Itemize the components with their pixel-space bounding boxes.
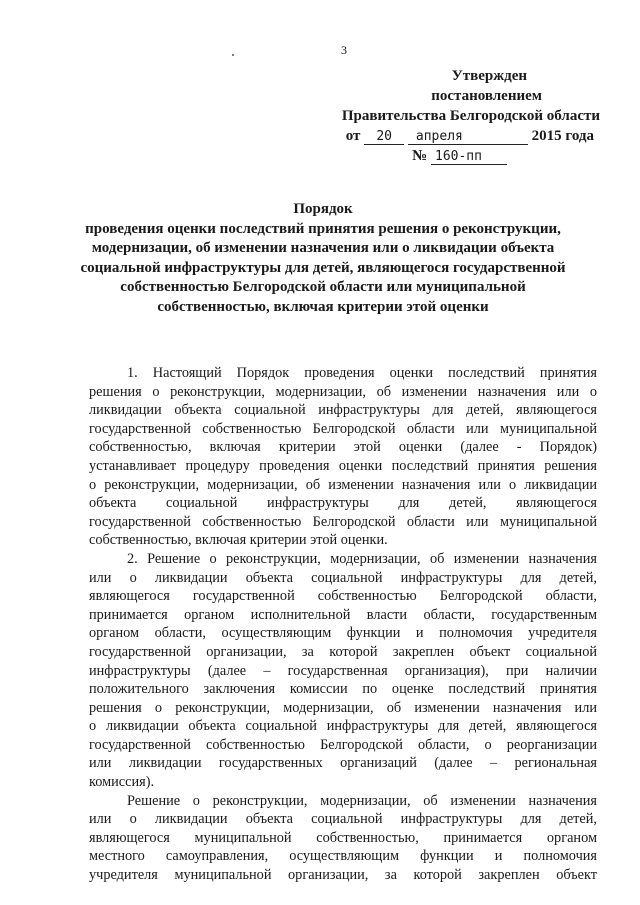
paragraph-1-line: ликвидации объекта социальной инфраструктуры для детей, являющегося xyxy=(89,402,597,419)
paragraph-3-line: Решение о реконструкции, модернизации, об изменении назначения xyxy=(127,792,597,809)
paragraph-1-line: собственностью, включая критерии этой оценки (далее - Порядок) xyxy=(89,439,597,456)
approval-date-line xyxy=(302,126,602,146)
document-title xyxy=(80,200,566,317)
paragraph-1-line: государственной собственностью Белгородской области или муниципальной xyxy=(89,420,597,437)
paragraph-1-line: решения о реконструкции, модернизации, об изменении назначения или о xyxy=(89,383,597,400)
paragraph-2-line: органом области, осуществляющим функции и полномочия учредителя xyxy=(89,625,597,642)
document-body xyxy=(89,364,597,885)
paragraph-1-line: собственностью, включая критерии этой оценки. xyxy=(89,532,388,549)
title-line: проведения оценки последствий принятия решения о реконструкции, xyxy=(85,220,561,237)
approval-line-resolution: постановлением xyxy=(431,88,542,104)
paragraph-2-line: о ликвидации объекта социальной инфраструктуры для детей, являющегося xyxy=(89,718,597,735)
paragraph-2-line: инфраструктуры (далее – государственная организация), при наличии xyxy=(89,662,597,679)
title-line: собственностью Белгородской области или муниципальной xyxy=(120,279,526,295)
paragraph-2-line: 2. Решение о реконструкции, модернизации, об изменении назначения xyxy=(127,550,597,567)
paragraph-2-line: или ликвидации государственных организаций (далее – региональная xyxy=(89,755,597,772)
approval-block xyxy=(302,66,602,166)
approval-line-approved: Утвержден xyxy=(451,68,527,84)
approval-line-government: Правительства Белгородской области xyxy=(341,108,600,124)
approval-number-value: 160-пп xyxy=(431,149,507,165)
page-number: 3 xyxy=(341,43,347,57)
title-line: модернизации, об изменении назначения или о ликвидации объекта xyxy=(91,240,555,256)
paragraph-3-line: учредителя муниципальной организации, за которой закреплен объект xyxy=(89,867,597,884)
title-line: социальной инфраструктуры для детей, являющегося государственной xyxy=(80,259,566,276)
approval-number-prefix: № xyxy=(412,148,428,164)
paragraph-2-line: являющегося государственной собственностью Белгородской области, xyxy=(89,588,597,605)
paragraph-1-line: устанавливает процедуру проведения оценки последствий принятия решения xyxy=(89,457,597,474)
approval-date-month: апреля xyxy=(408,129,528,145)
paragraph-3-line: или о ликвидации объекта социальной инфраструктуры для детей, xyxy=(89,811,597,828)
approval-date-day: 20 xyxy=(364,129,404,145)
title-line: собственностью, включая критерии этой оценки xyxy=(157,298,489,315)
paragraph-1-line: 1. Настоящий Порядок проведения оценки последствий принятия xyxy=(127,365,597,381)
approval-number-line xyxy=(302,146,602,166)
approval-date-prefix: от xyxy=(345,128,361,144)
paragraph-1-line: объекта социальной инфраструктуры для детей, являющегося xyxy=(89,495,597,512)
paragraph-1-line: государственной собственностью Белгородской области или муниципальной xyxy=(89,513,597,530)
paragraph-2-line: государственной собственностью Белгородской области, о реорганизации xyxy=(89,736,597,753)
paragraph-2-line: или о ликвидации объекта социальной инфраструктуры для детей, xyxy=(89,569,597,586)
paragraph-2-line: государственной организации, за которой закреплен объект социальной xyxy=(89,643,597,660)
paragraph-3-line: являющегося муниципальной собственностью, принимается органом xyxy=(89,829,597,846)
paragraph-2-line: принимается органом исполнительной власти области, государственным xyxy=(89,606,597,623)
approval-date-year: 2015 года xyxy=(531,128,594,144)
paragraph-1-line: о реконструкции, модернизации, об изменении назначения или о ликвидации xyxy=(89,476,597,493)
scan-dot xyxy=(232,54,234,56)
paragraph-2-line: положительного заключения комиссии по оценке последствий принятия xyxy=(89,681,597,698)
paragraph-2-line: решения о реконструкции, модернизации, об изменении назначения или xyxy=(89,699,597,716)
title-heading: Порядок xyxy=(293,201,353,217)
paragraph-2-line: комиссия). xyxy=(89,774,155,791)
paragraph-3-line: местного самоуправления, осуществляющим функции и полномочия xyxy=(89,848,597,865)
